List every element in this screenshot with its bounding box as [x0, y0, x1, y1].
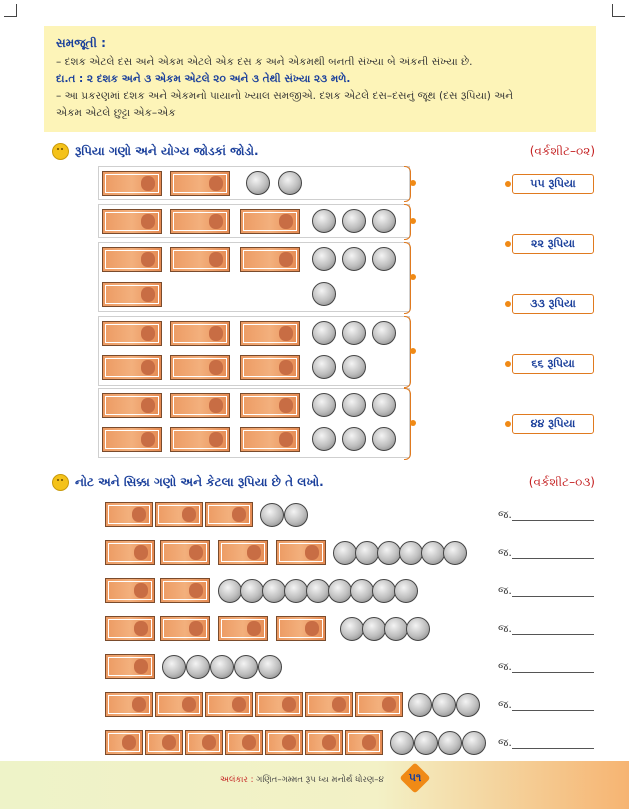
one-rupee-coin [312, 282, 336, 306]
ten-rupee-note [102, 247, 162, 272]
match-dot[interactable] [505, 301, 511, 307]
ten-rupee-note [102, 171, 162, 196]
one-rupee-coin [312, 247, 336, 271]
one-rupee-coin [312, 393, 336, 417]
ten-rupee-note [305, 730, 343, 755]
amount-label: ૪૪ રૂપિયા [512, 414, 594, 434]
smiley-icon [52, 143, 69, 160]
one-rupee-coin [372, 427, 396, 451]
one-rupee-coin [456, 693, 480, 717]
ten-rupee-note [105, 692, 153, 717]
section-2-heading [52, 474, 324, 491]
page-number: ૫૧ [408, 771, 422, 784]
ten-rupee-note [160, 578, 210, 603]
explanation-line [56, 88, 584, 105]
one-rupee-coin [406, 617, 430, 641]
one-rupee-coin [342, 427, 366, 451]
explanation-line [56, 54, 584, 71]
explanation-text: એકમ એટલે છુટ્ટા એક–એક [56, 107, 176, 119]
one-rupee-coin [234, 655, 258, 679]
ten-rupee-note [155, 692, 203, 717]
ten-rupee-note [305, 692, 353, 717]
worksheet-label: (વર્કશીટ–૦૨) [529, 144, 595, 158]
footer-text [220, 775, 384, 785]
explanation-text: – આ પ્રકરણમાં દશક અને એકમનો પાયાનો ખ્યાલ સમજીએ. દશક એટલે દસ–દસનું જૂથ (દસ રૂપિયા) અને [56, 90, 514, 102]
one-rupee-coin [362, 617, 386, 641]
one-rupee-coin [342, 209, 366, 233]
ten-rupee-note [218, 616, 268, 641]
one-rupee-coin [342, 321, 366, 345]
one-rupee-coin [372, 579, 396, 603]
one-rupee-coin [210, 655, 234, 679]
ten-rupee-note [105, 616, 155, 641]
one-rupee-coin [443, 541, 467, 565]
one-rupee-coin [408, 693, 432, 717]
one-rupee-coin [218, 579, 242, 603]
answer-prefix: જ. [498, 698, 512, 711]
one-rupee-coin [246, 171, 270, 195]
one-rupee-coin [162, 655, 186, 679]
crop-mark [612, 4, 625, 17]
explanation-line [56, 71, 584, 88]
answer-line[interactable] [512, 672, 594, 673]
footer-book-title: ગણિત–ગમ્મત રૂપ ધ્ય મનોર્થ ધોરણ–૪ [256, 775, 384, 785]
section-1-heading [52, 143, 259, 160]
one-rupee-coin [240, 579, 264, 603]
amount-label: ૨૨ રૂપિયા [512, 234, 594, 254]
one-rupee-coin [432, 693, 456, 717]
ten-rupee-note [225, 730, 263, 755]
ten-rupee-note [170, 393, 230, 418]
ten-rupee-note [240, 247, 300, 272]
match-dot[interactable] [410, 348, 416, 354]
match-dot[interactable] [410, 274, 416, 280]
ten-rupee-note [170, 209, 230, 234]
ten-rupee-note [205, 502, 253, 527]
ten-rupee-note [345, 730, 383, 755]
one-rupee-coin [372, 321, 396, 345]
one-rupee-coin [394, 579, 418, 603]
ten-rupee-note [155, 502, 203, 527]
footer-label: અલંકાર : [220, 775, 254, 785]
ten-rupee-note [102, 209, 162, 234]
match-dot[interactable] [410, 218, 416, 224]
ten-rupee-note [170, 355, 230, 380]
one-rupee-coin [186, 655, 210, 679]
one-rupee-coin [462, 731, 486, 755]
answer-prefix: જ. [498, 660, 512, 673]
answer-prefix: જ. [498, 622, 512, 635]
explanation-title: સમજૂતી : [56, 36, 106, 50]
section-1-title: રૂપિયા ગણો અને યોગ્ય જોડકાં જોડો. [75, 144, 259, 158]
one-rupee-coin [312, 321, 336, 345]
worksheet-label: (વર્કશીટ–૦૩) [528, 475, 595, 489]
smiley-icon [52, 474, 69, 491]
one-rupee-coin [342, 393, 366, 417]
amount-label: ૫૫ રૂપિયા [512, 174, 594, 194]
match-dot[interactable] [505, 421, 511, 427]
one-rupee-coin [312, 427, 336, 451]
ten-rupee-note [240, 209, 300, 234]
one-rupee-coin [262, 579, 286, 603]
one-rupee-coin [312, 209, 336, 233]
ten-rupee-note [102, 393, 162, 418]
ten-rupee-note [145, 730, 183, 755]
one-rupee-coin [340, 617, 364, 641]
ten-rupee-note [102, 321, 162, 346]
explanation-box [44, 26, 596, 132]
page-footer [0, 761, 629, 809]
ten-rupee-note [160, 616, 210, 641]
one-rupee-coin [350, 579, 374, 603]
ten-rupee-note [170, 171, 230, 196]
explanation-example: દા.ત : ૨ દશક અને ૩ એકમ એટલે ૨૦ અને ૩ તેથી સંખ્યા ૨૩ મળે. [56, 73, 351, 85]
answer-line[interactable] [512, 634, 594, 635]
ten-rupee-note [255, 692, 303, 717]
answer-prefix: જ. [498, 546, 512, 559]
one-rupee-coin [399, 541, 423, 565]
one-rupee-coin [284, 503, 308, 527]
match-dot[interactable] [410, 180, 416, 186]
ten-rupee-note [240, 427, 300, 452]
ten-rupee-note [185, 730, 223, 755]
ten-rupee-note [105, 540, 155, 565]
one-rupee-coin [372, 209, 396, 233]
one-rupee-coin [342, 247, 366, 271]
one-rupee-coin [258, 655, 282, 679]
ten-rupee-note [170, 427, 230, 452]
ten-rupee-note [276, 616, 326, 641]
ten-rupee-note [102, 355, 162, 380]
ten-rupee-note [240, 355, 300, 380]
ten-rupee-note [105, 654, 155, 679]
ten-rupee-note [105, 502, 153, 527]
ten-rupee-note [170, 321, 230, 346]
one-rupee-coin [278, 171, 302, 195]
ten-rupee-note [205, 692, 253, 717]
ten-rupee-note [265, 730, 303, 755]
amount-label: ૬૬ રૂપિયા [512, 354, 594, 374]
match-dot[interactable] [505, 241, 511, 247]
one-rupee-coin [284, 579, 308, 603]
explanation-text: – દશક એટલે દસ અને એકમ એટલે એક દસ ક અને એકમથી બનતી સંખ્યા બે અંકની સંખ્યા છે. [56, 56, 473, 68]
ten-rupee-note [102, 282, 162, 307]
answer-line[interactable] [512, 748, 594, 749]
one-rupee-coin [306, 579, 330, 603]
section-2-title: નોટ અને સિક્કા ગણો અને કેટલા રૂપિયા છે તે લખો. [75, 475, 324, 489]
ten-rupee-note [276, 540, 326, 565]
one-rupee-coin [377, 541, 401, 565]
answer-line[interactable] [512, 520, 594, 521]
one-rupee-coin [355, 541, 379, 565]
one-rupee-coin [421, 541, 445, 565]
one-rupee-coin [333, 541, 357, 565]
amount-label: ૩૩ રૂપિયા [512, 294, 594, 314]
one-rupee-coin [260, 503, 284, 527]
answer-prefix: જ. [498, 508, 512, 521]
explanation-line [56, 105, 584, 122]
match-dot[interactable] [410, 420, 416, 426]
ten-rupee-note [160, 540, 210, 565]
one-rupee-coin [342, 355, 366, 379]
one-rupee-coin [384, 617, 408, 641]
one-rupee-coin [438, 731, 462, 755]
ten-rupee-note [105, 578, 155, 603]
match-dot[interactable] [505, 361, 511, 367]
answer-line[interactable] [512, 558, 594, 559]
ten-rupee-note [102, 427, 162, 452]
ten-rupee-note [355, 692, 403, 717]
one-rupee-coin [414, 731, 438, 755]
answer-line[interactable] [512, 710, 594, 711]
answer-prefix: જ. [498, 736, 512, 749]
one-rupee-coin [328, 579, 352, 603]
ten-rupee-note [218, 540, 268, 565]
one-rupee-coin [312, 355, 336, 379]
answer-prefix: જ. [498, 584, 512, 597]
ten-rupee-note [240, 393, 300, 418]
ten-rupee-note [105, 730, 143, 755]
one-rupee-coin [372, 393, 396, 417]
answer-line[interactable] [512, 596, 594, 597]
one-rupee-coin [372, 247, 396, 271]
match-dot[interactable] [505, 181, 511, 187]
crop-mark [4, 4, 17, 17]
ten-rupee-note [170, 247, 230, 272]
ten-rupee-note [240, 321, 300, 346]
one-rupee-coin [390, 731, 414, 755]
